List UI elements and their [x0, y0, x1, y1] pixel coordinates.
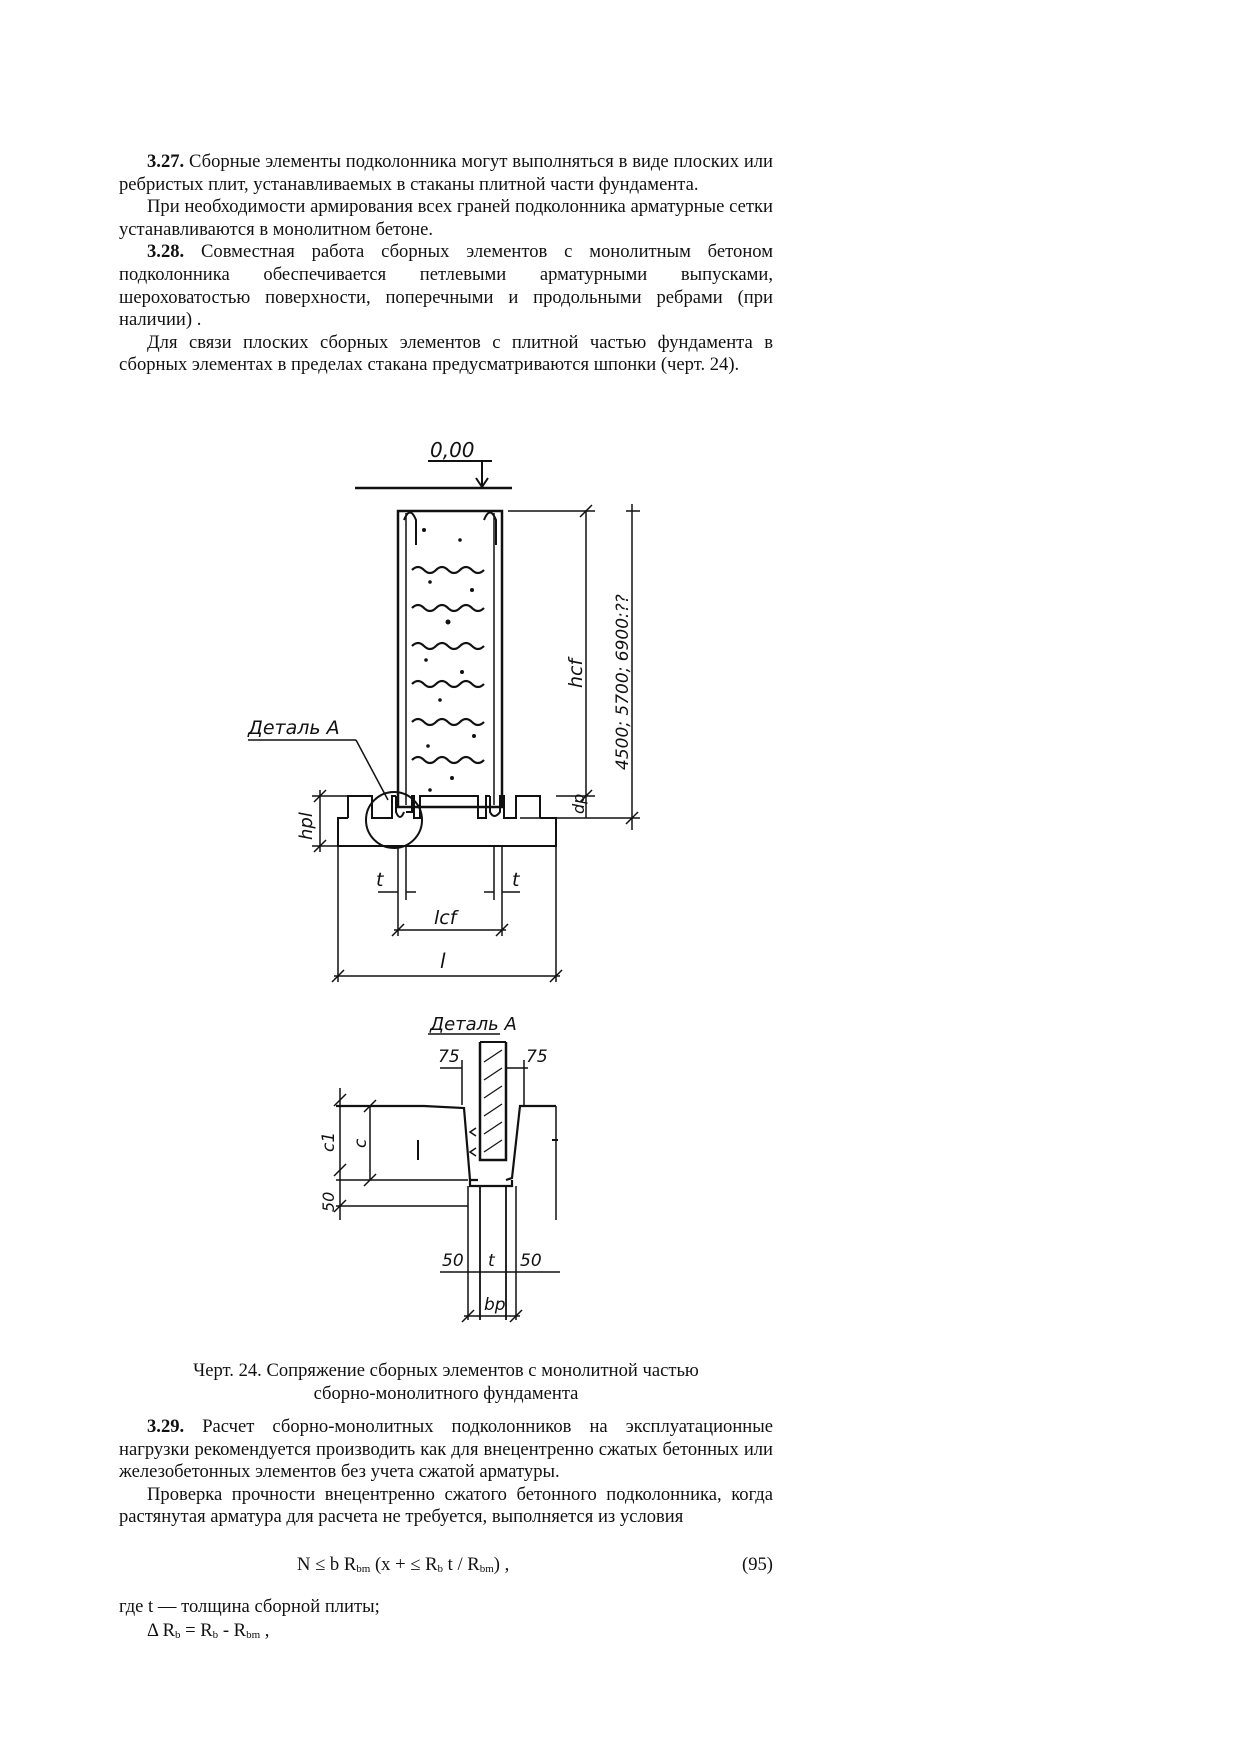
- paragraph-3-27-b: При необходимости армирования всех граней подколонника арматурные сетки устанавливаются в монолитном бетоне.: [119, 196, 773, 240]
- label-t-right: t: [512, 869, 520, 891]
- formula-expression: N ≤ b $R_{bm}$ (x + ≤ $R_b$ t / $R_{bm}$) ,: [297, 1554, 510, 1575]
- label-bp: bp: [484, 1295, 506, 1315]
- label-c1: c1: [319, 1131, 339, 1152]
- text-block-bottom: [119, 1416, 773, 1529]
- paragraph-3-28: 3.28. Совместная работа сборных элементов с монолитным бетоном подколонника обеспечивается петлевыми арматурными выпусками, шероховатостью поверхности, поперечными и продольными ребрами (при наличии) .: [119, 241, 773, 331]
- formula-number: (95): [742, 1554, 773, 1575]
- where-line: где t — толщина сборной плиты;: [119, 1596, 380, 1617]
- delta-definition: Δ $R_b = R_b - R_{bm}$ ,: [147, 1620, 270, 1641]
- figure-caption: [119, 1359, 773, 1405]
- paragraph-3-29: 3.29. Расчет сборно-монолитных подколонников на эксплуатационные нагрузки рекомендуется производить как для внецентренно сжатых бетонных или железобетонных элементов без учета сжатой арматуры.: [119, 1416, 773, 1483]
- label-level: 0,00: [430, 438, 475, 462]
- formula-95: [119, 1554, 773, 1578]
- label-hpl: hpl: [296, 812, 317, 840]
- paragraph-3-28-b: Для связи плоских сборных элементов с плитной частью фундамента в сборных элементах в пределах стакана предусматриваются шпонки (черт. 24).: [119, 331, 773, 376]
- section-number: 3.28.: [147, 241, 185, 263]
- label-detail-title: Деталь А: [430, 1014, 517, 1035]
- label-50-left: 50: [442, 1251, 464, 1271]
- section-number: 3.27.: [147, 151, 185, 172]
- section-number: 3.29.: [147, 1416, 185, 1437]
- caption-line-1: Черт. 24. Сопряжение сборных элементов с монолитной частью: [193, 1360, 699, 1381]
- caption-line-2: сборно-монолитного фундамента: [313, 1383, 579, 1404]
- label-detail-callout: Деталь А: [248, 717, 340, 739]
- label-t-left: t: [376, 869, 384, 891]
- label-hcf: hcf: [565, 658, 587, 688]
- label-t: t: [488, 1251, 495, 1271]
- label-75-left: 75: [438, 1047, 460, 1067]
- label-50-vert: 50: [319, 1191, 338, 1212]
- paragraph-3-27: 3.27. Сборные элементы подколонника могут выполняться в виде плоских или ребристых плит, устанавливаемых в стаканы плитной части фундамента.: [119, 151, 773, 195]
- label-l: l: [440, 949, 446, 973]
- label-75-right: 75: [526, 1047, 548, 1067]
- label-c: c: [351, 1138, 371, 1148]
- label-height-range: 4500; 5700; 6900:??: [613, 594, 633, 770]
- paragraph-3-29-b: Проверка прочности внецентренно сжатого бетонного подколонника, когда растянутая арматура для расчета не требуется, выполняется из условия: [119, 1483, 773, 1528]
- label-50-right: 50: [520, 1251, 542, 1271]
- label-lcf: lcf: [434, 907, 457, 929]
- label-dp: dp: [569, 793, 588, 814]
